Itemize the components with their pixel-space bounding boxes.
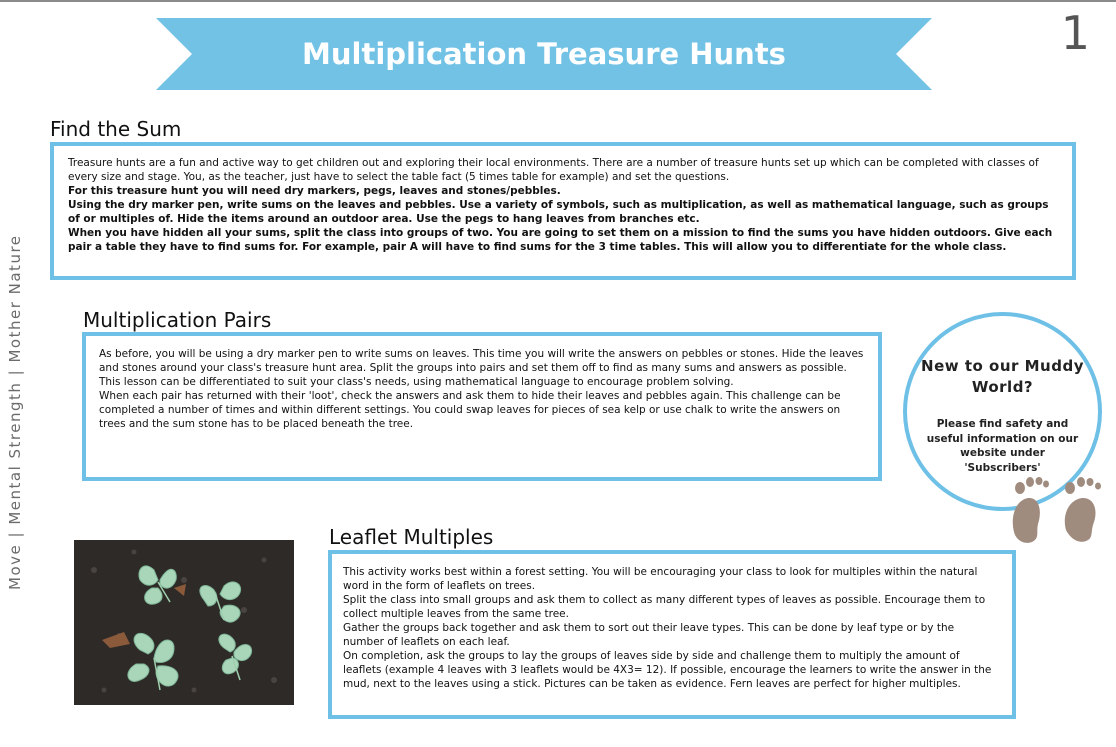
page-title: Multiplication Treasure Hunts [302,37,786,71]
find-the-sum-p3: Using the dry marker pen, write sums on the leaves and pebbles. Use a variety of symbols, such as multiplication, as well as mathematical language, such as groups of or multiples of. Hide the items around an outdoor area. Use the pegs to hang leaves from branches etc. [68,199,1049,225]
multiplication-pairs-heading: Multiplication Pairs [83,308,272,332]
leaflet-multiples-heading: Leaflet Multiples [329,525,494,549]
multiplication-pairs-p2: This lesson can be differentiated to suit your class's needs, using mathematical language to encourage problem solving. [99,376,734,388]
top-divider [0,0,1116,2]
find-the-sum-p2: For this treasure hunt you will need dry markers, pegs, leaves and stones/pebbles. [68,185,561,197]
find-the-sum-heading: Find the Sum [50,117,182,141]
leaflet-multiples-box [328,550,1016,719]
callout-body: Please find safety and useful information on our website under 'Subscribers' [926,418,1079,474]
callout-title: New to our Muddy World? [921,357,1084,396]
find-the-sum-box [50,142,1076,280]
multiplication-pairs-p3: When each pair has returned with their 'loot', check the answers and ask them to hide their leaves and pebbles again. This challenge can be completed a number of times and within different settings. You could swap leaves for pieces of sea kelp or use chalk to write the answers on trees and the sum stone has to be placed beneath the tree. [99,390,841,430]
leaflet-multiples-p4: On completion, ask the groups to lay the groups of leaves side by side and challenge them to multiply the amount of leaflets (example 4 leaves with 3 leaflets would be 4X3= 12). If possible, encourage the learners to write the answer in the mud, next to the leaves using a stick. Pictures can be taken as evidence. Fern leaves are perfect for higher multiples. [343,650,992,690]
multiplication-pairs-p1: As before, you will be using a dry marker pen to write sums on leaves. This time you will write the answers on pebbles or stones. Hide the leaves and stones around your class's treasure hunt area. Split the groups into pairs and set them off to find as many sums and answers as possible. [99,348,864,374]
page-number: 1 [1060,6,1090,60]
leaflet-multiples-p3: Gather the groups back together and ask them to sort out their leave types. This can be done by leaf type or by the number of leaflets on each leaf. [343,622,955,648]
find-the-sum-p1: Treasure hunts are a fun and active way to get children out and exploring their local environments. There are a number of treasure hunts set up which can be completed with classes of every size and stage. You, as the teacher, just have to select the table fact (5 times table for example) and set the questions. [68,157,1039,183]
side-tagline: Move | Mental Strength | Mother Nature [6,234,24,590]
footprints-icon [1008,472,1108,544]
title-banner [156,18,932,90]
find-the-sum-p4: When you have hidden all your sums, split the class into groups of two. You are going to set them on a mission to find the sums you have hidden outdoors. Give each pair a table they have to find sums for. For example, pair A will have to find sums for the 3 time tables. This will allow you to differentiate for the whole class. [68,227,1053,253]
leaflet-multiples-p1: This activity works best within a forest setting. You will be encouraging your class to look for multiples within the natural word in the form of leaflets on trees. [343,566,978,592]
leaflet-multiples-p2: Split the class into small groups and ask them to collect as many different types of leaves as possible. Encourage them to collect multiple leaves from the same tree. [343,594,986,620]
leaves-on-soil-photo [74,540,294,705]
multiplication-pairs-box [82,332,882,481]
